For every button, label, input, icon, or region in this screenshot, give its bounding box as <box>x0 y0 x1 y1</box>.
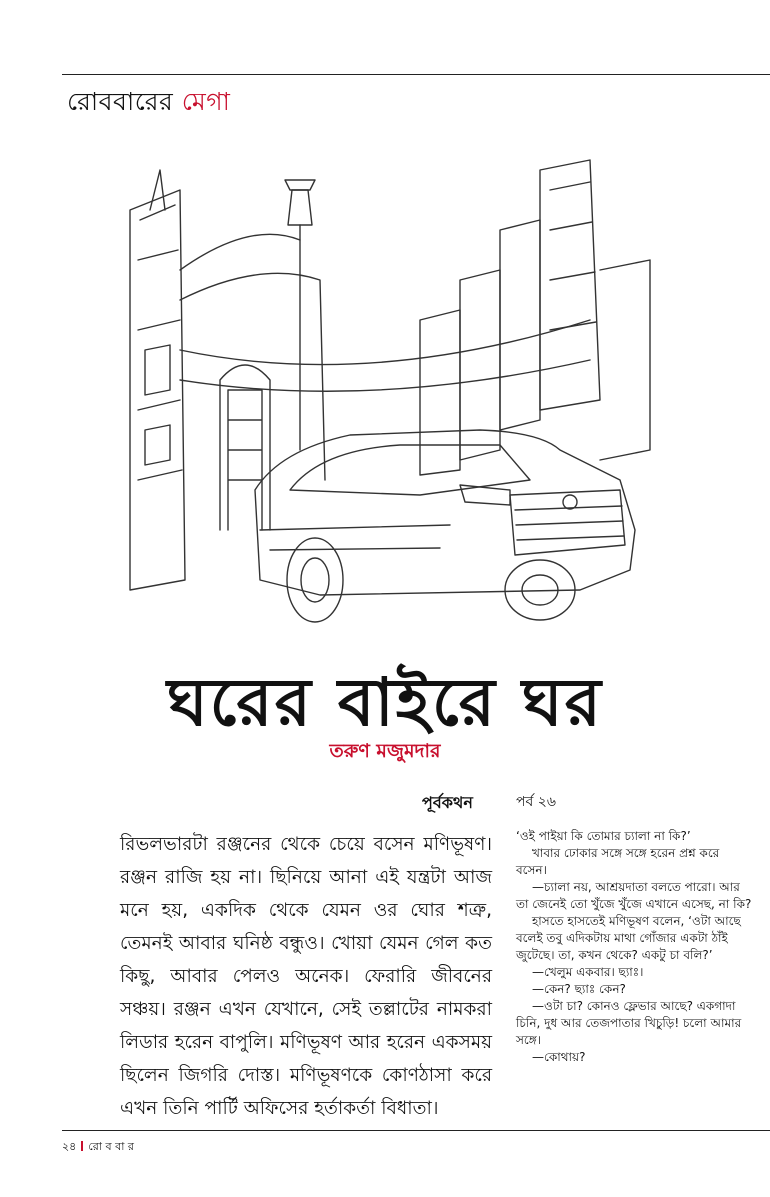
story-line: —কোথায়? <box>532 1050 586 1064</box>
top-rule <box>62 74 770 75</box>
footer-divider <box>81 1141 83 1151</box>
story-line: হাসতে হাসতেই মণিভূষণ বলেন, ‘ওটা আছে বলেই তবু এদিকটায় মাথা গোঁজার একটা ঠাঁই জুটেছে। তা, কখন থেকে? একটু চা বলি?’ <box>516 914 741 962</box>
preface-text: রিভলভারটা রঞ্জনের থেকে চেয়ে বসেন মণিভূষণ। রঞ্জন রাজি হয় না। ছিনিয়ে আনা এই যন্ত্রটা আজ মনে হয়, একদিক থেকে যেমন ওর ঘোর শত্রু, তেমনই আবার ঘনিষ্ঠ বন্ধুও। খোয়া যেমন গেল কত কিছু, আবার পেলও অনেক। ফেরারি জীবনের সঞ্চয়। রঞ্জন এখন যেখানে, সেই তল্লাটের নামকরা লিডার হরেন বাপুলি। মণিভূষণ আর হরেন একসময় ছিলেন জিগরি দোস্ত। মণিভূষণকে কোণঠাসা করে এখন তিনি পার্টি অফিসের হর্তাকর্তা বিধাতা। <box>120 834 492 1119</box>
magazine-name: রো ব বা র <box>88 1140 134 1153</box>
section-header-prefix: রোববারের <box>67 87 174 116</box>
street-sketch-illustration <box>120 150 660 630</box>
story-line: খাবার ঢোকার সঙ্গে সঙ্গে হরেন প্রশ্ন করে বসেন। <box>516 846 720 877</box>
story-text-column <box>516 828 752 1066</box>
story-line: ‘ওই পাইয়া কি তোমার চ্যালা না কি?’ <box>516 829 691 843</box>
story-line: —ওটা চা? কোনও ফ্লেভার আছে? একগাদা চিনি, দুধ আর তেজপাতার খিচুড়ি! চলো আমার সঙ্গে। <box>516 999 742 1047</box>
story-line: —কেন? ছ্যাঃ কেন? <box>532 982 626 996</box>
story-author: তরুণ মজুমদার <box>329 740 441 762</box>
episode-label: পর্ব ২৬ <box>516 794 556 810</box>
story-line: —চ্যালা নয়, আশ্রয়দাতা বলতে পারো। আর তা জেনেই তো খুঁজে খুঁজে এখানে এসেছ, না কি? <box>516 880 752 911</box>
preface-label: পূর্বকথন <box>422 793 473 812</box>
section-header-highlight: মেগা <box>181 87 231 116</box>
section-header <box>67 82 230 125</box>
story-title: ঘরের বাইরে ঘর <box>167 664 603 741</box>
page-number: ২৪ <box>62 1140 77 1153</box>
page-footer <box>62 1138 134 1157</box>
bottom-rule <box>62 1130 770 1131</box>
story-line: —খেলুম একবার। ছ্যাঃ। <box>532 965 644 979</box>
